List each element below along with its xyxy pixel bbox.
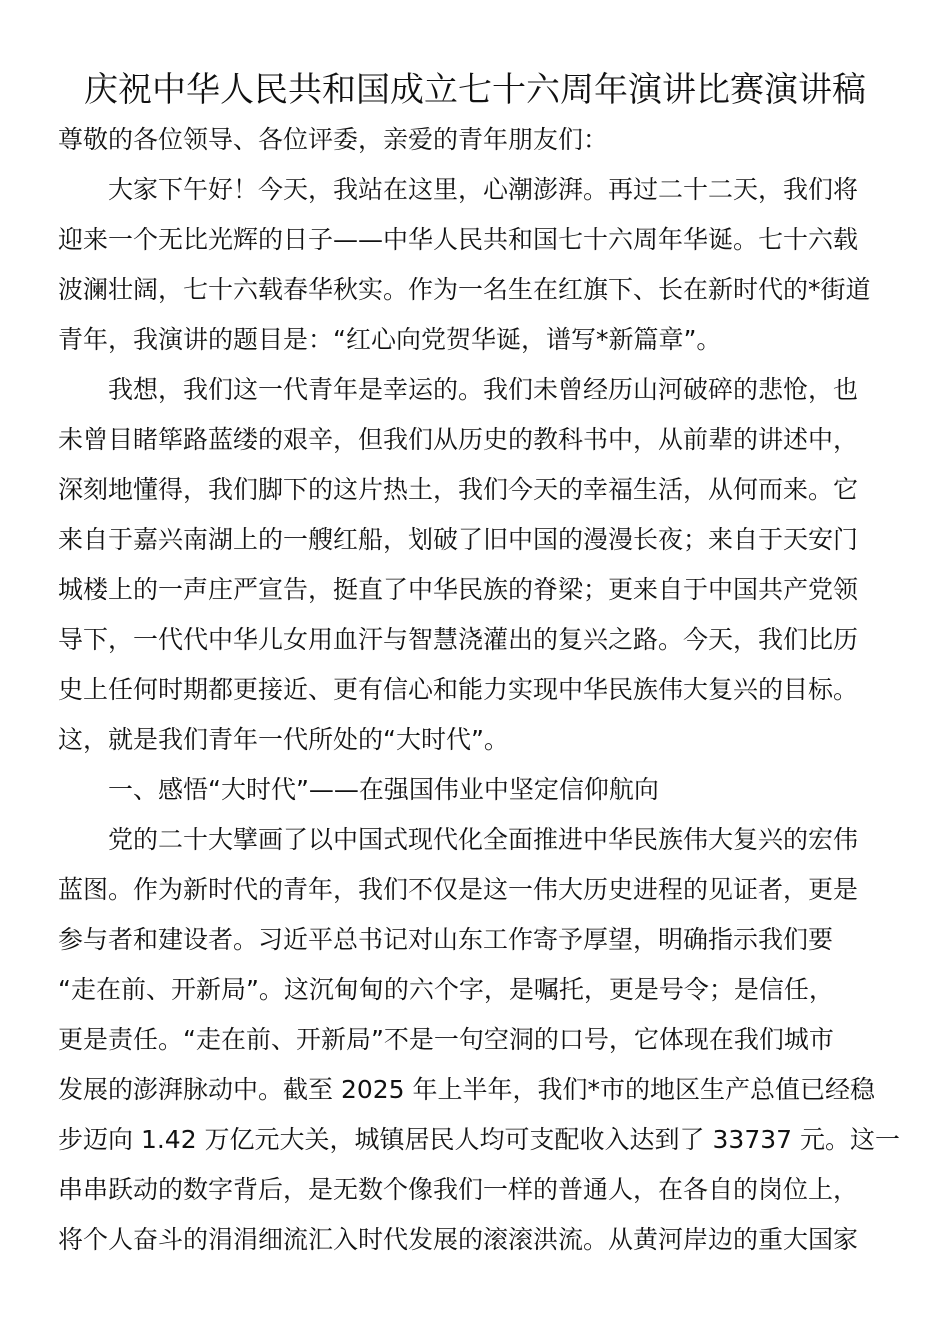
document-title: 庆祝中华人民共和国成立七十六周年演讲比赛演讲稿: [84, 70, 866, 110]
text-line: “走在前、开新局”。这沉甸甸的六个字，是嘱托，更是号令；是信任，: [58, 975, 834, 1004]
text-line: 党的二十大擘画了以中国式现代化全面推进中华民族伟大复兴的宏伟: [108, 825, 859, 854]
text-line: 这，就是我们青年一代所处的“大时代”。: [58, 725, 509, 754]
text-line: 迎来一个无比光辉的日子——中华人民共和国七十六周年华诞。七十六载: [58, 225, 859, 254]
text-line: 波澜壮阔，七十六载春华秋实。作为一名生在红旗下、长在新时代的*街道: [58, 275, 871, 304]
text-line: 参与者和建设者。习近平总书记对山东工作寄予厚望，明确指示我们要: [58, 925, 834, 954]
text-line: 导下，一代代中华儿女用血汗与智慧浇灌出的复兴之路。今天，我们比历: [58, 625, 859, 654]
text-line: 来自于嘉兴南湖上的一艘红船，划破了旧中国的漫漫长夜；来自于天安门: [58, 525, 859, 554]
text-line: 更是责任。“走在前、开新局”不是一句空洞的口号，它体现在我们城市: [58, 1025, 834, 1054]
text-line: 蓝图。作为新时代的青年，我们不仅是这一伟大历史进程的见证者，更是: [58, 875, 859, 904]
text-line: 未曾目睹筚路蓝缕的艰辛，但我们从历史的教科书中，从前辈的讲述中，: [58, 425, 859, 454]
text-line: 串串跃动的数字背后，是无数个像我们一样的普通人，在各自的岗位上，: [58, 1175, 859, 1204]
text-line: 将个人奋斗的涓涓细流汇入时代发展的滚滚洪流。从黄河岸边的重大国家: [58, 1225, 859, 1254]
text-line: 城楼上的一声庄严宣告，挺直了中华民族的脊梁；更来自于中国共产党领: [58, 575, 859, 604]
text-line-salutation: 尊敬的各位领导、各位评委，亲爱的青年朋友们：: [58, 125, 609, 154]
text-line: 我想，我们这一代青年是幸运的。我们未曾经历山河破碎的悲怆，也: [108, 375, 859, 404]
text-line: 青年，我演讲的题目是：“红心向党贺华诞，谱写*新篇章”。: [58, 325, 722, 354]
text-line: 发展的澎湃脉动中。截至 2025 年上半年，我们*市的地区生产总值已经稳: [58, 1075, 876, 1104]
section-heading: 一、感悟“大时代”——在强国伟业中坚定信仰航向: [108, 775, 659, 804]
text-line: 大家下午好！今天，我站在这里，心潮澎湃。再过二十二天，我们将: [108, 175, 859, 204]
text-line: 步迈向 1.42 万亿元大关，城镇居民人均可支配收入达到了 33737 元。这一: [58, 1125, 900, 1154]
text-line: 深刻地懂得，我们脚下的这片热土，我们今天的幸福生活，从何而来。它: [58, 475, 859, 504]
text-line: 史上任何时期都更接近、更有信心和能力实现中华民族伟大复兴的目标。: [58, 675, 859, 704]
